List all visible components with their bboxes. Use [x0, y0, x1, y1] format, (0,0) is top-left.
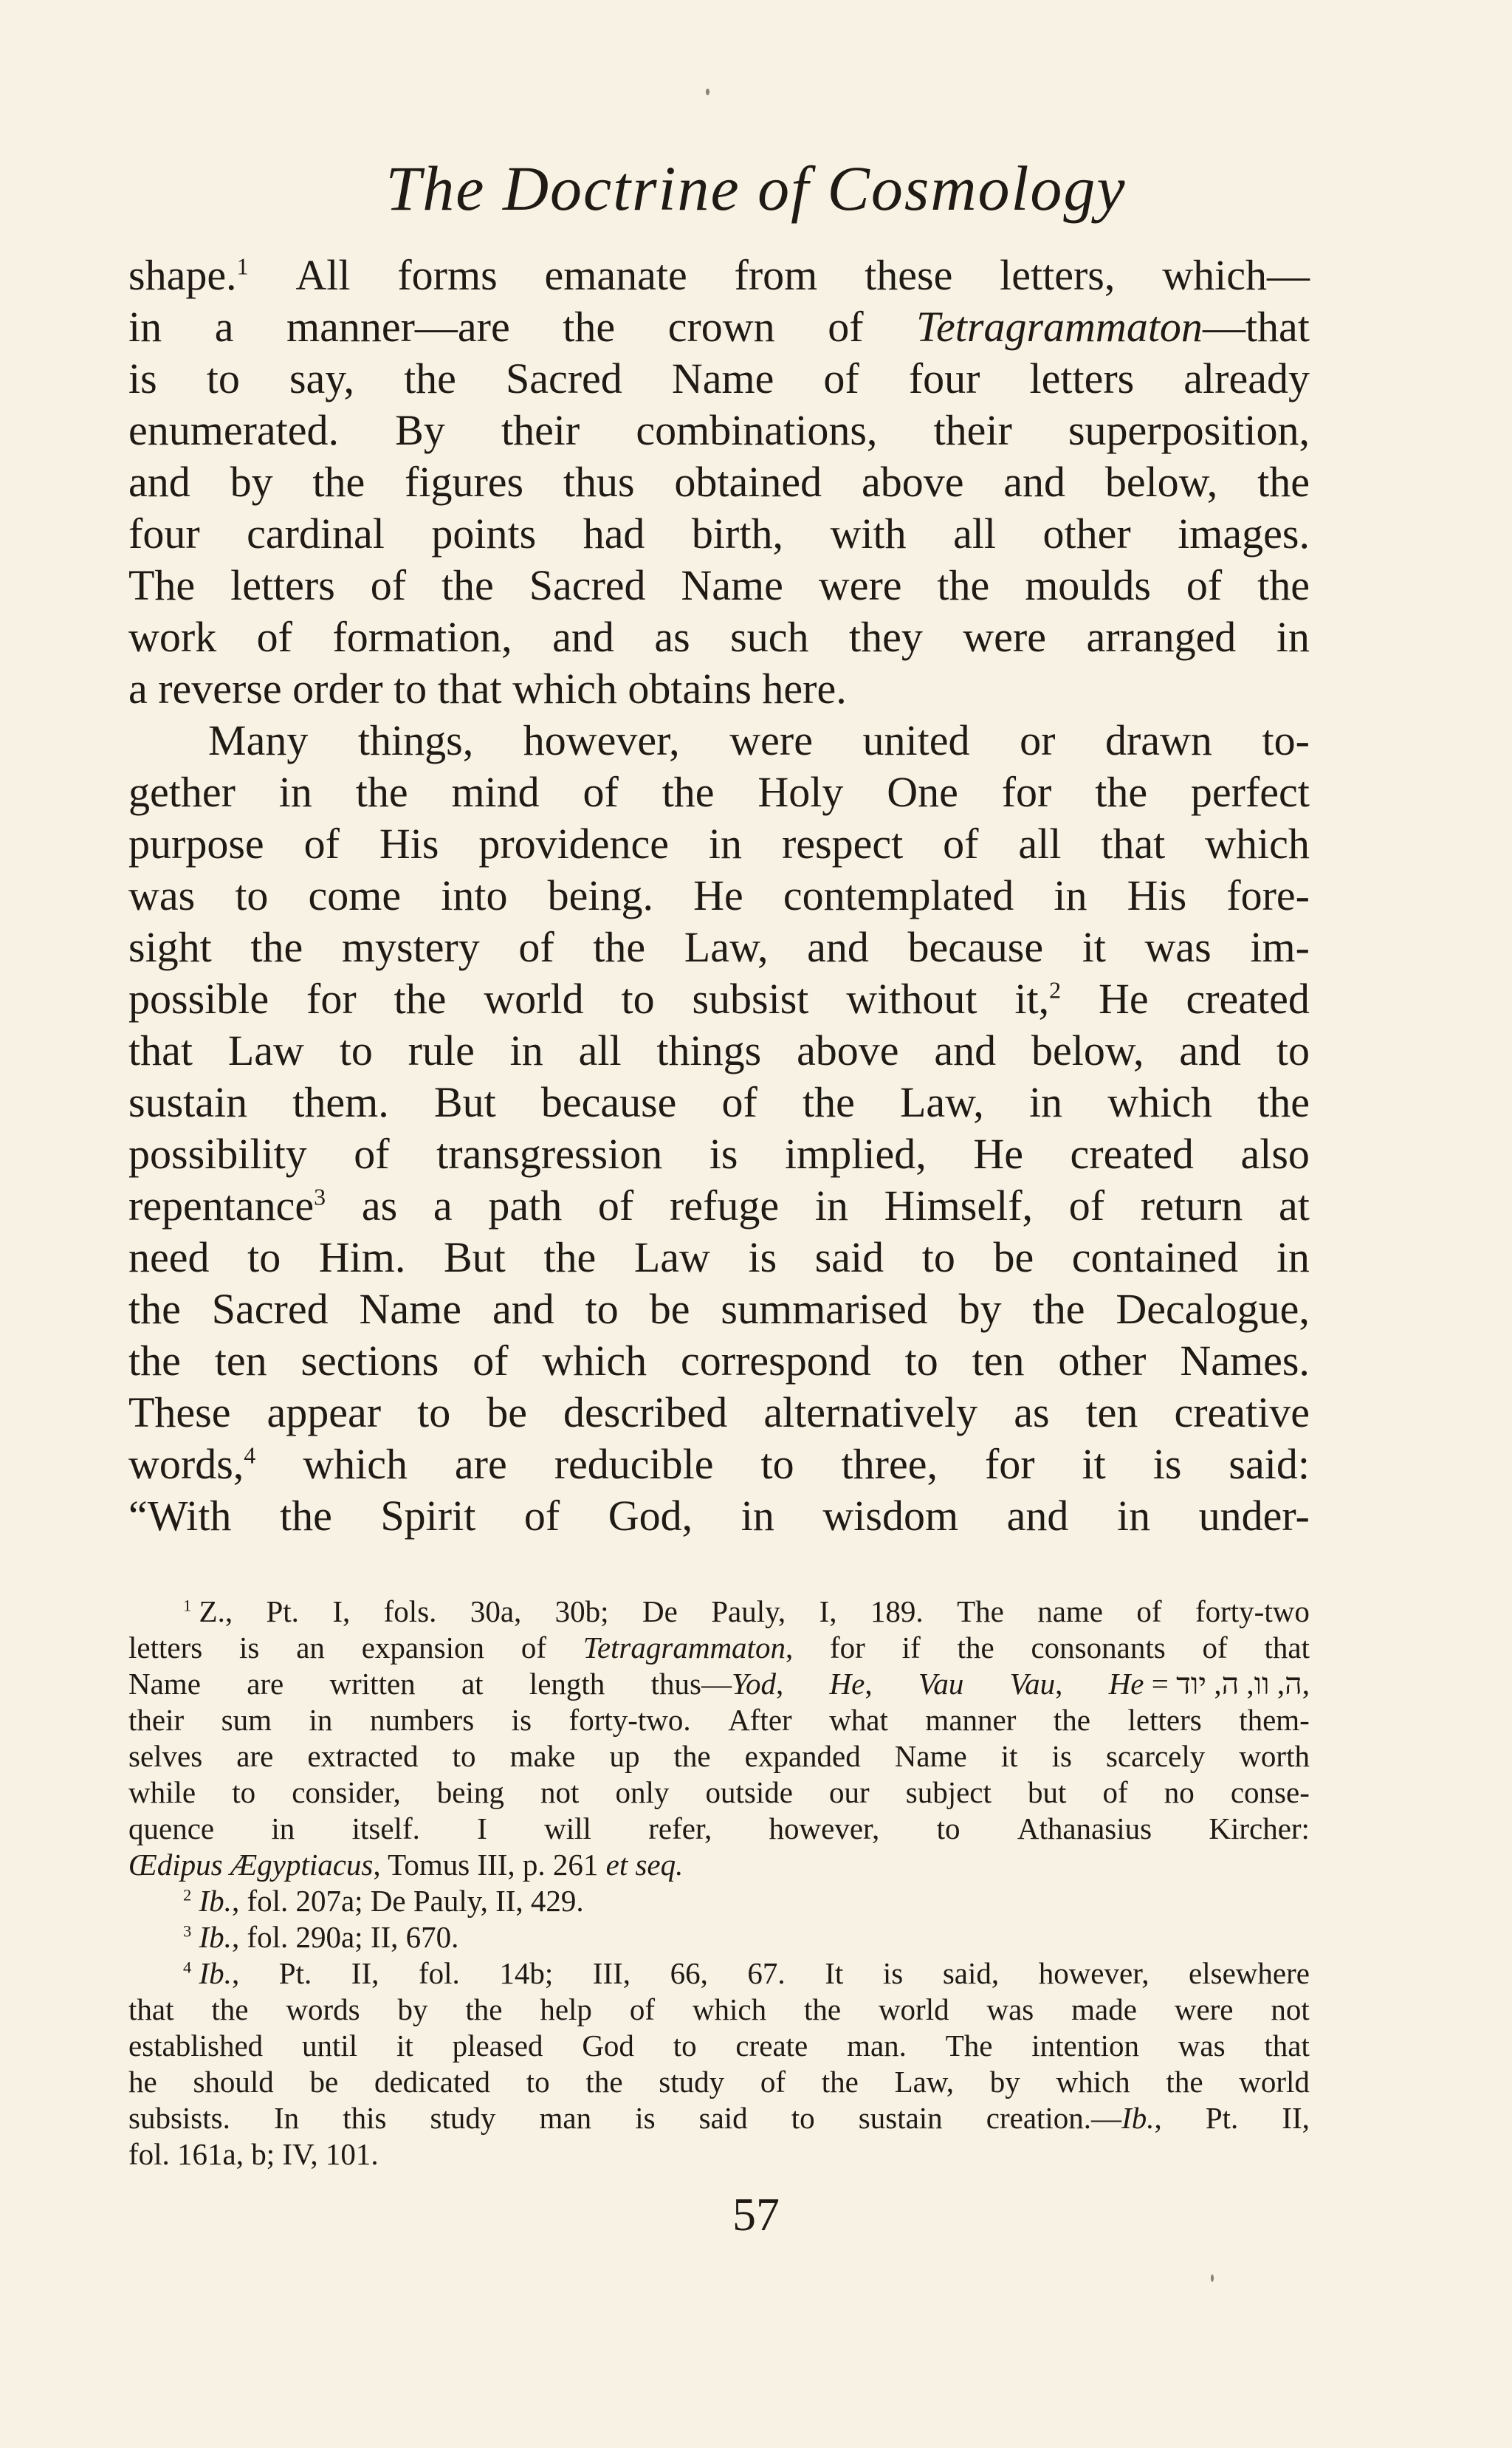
footnote-line: fol. 161a, b; IV, 101.: [128, 2137, 379, 2171]
body-line: Many things, however, were united or drawn to-: [208, 716, 1310, 764]
body-line: enumerated. By their combinations, their superposition,: [128, 406, 1310, 454]
body-line: in a manner—are the crown of Tetragrammaton—that: [128, 303, 1310, 351]
body-line: possibility of transgression is implied, He created also: [128, 1130, 1310, 1178]
footnote-ref-4: 4: [244, 1442, 256, 1469]
body-line: possible for the world to subsist without it,$^2$ He created: [128, 975, 1310, 1023]
footnote-line: while to consider, being not only outside our subject but of no conse-: [128, 1775, 1310, 1809]
footnote-line: established until it pleased God to create man. The intention was that: [128, 2029, 1310, 2063]
footnote-line: he should be dedicated to the study of the Law, by which the world: [128, 2065, 1310, 2099]
footnote-line: that the words by the help of which the world was made were not: [128, 1992, 1310, 2026]
body-line: the ten sections of which correspond to ten other Names.: [128, 1337, 1310, 1385]
footnote-ref-1: 1: [236, 253, 249, 280]
footnote-line: Œdipus Ægyptiacus, Tomus III, p. 261 et seq.: [128, 1848, 684, 1882]
body-line: a reverse order to that which obtains here.: [128, 665, 847, 713]
body-line: shape.$^1$ All forms emanate from these letters, which—: [128, 251, 1310, 299]
body-line: need to Him. But the Law is said to be contained in: [128, 1233, 1310, 1281]
footnote-4: $^4$ Ib., Pt. II, fol. 14b; III, 66, 67. It is said, however, elsewhere: [183, 1956, 1310, 1990]
body-line: and by the figures thus obtained above and below, the: [128, 458, 1310, 506]
footnotes: [128, 1594, 1310, 2173]
body-text: [128, 250, 1310, 1542]
page-number: 57: [732, 2188, 780, 2240]
footnote-line: selves are extracted to make up the expanded Name it is scarcely worth: [128, 1739, 1310, 1773]
body-line: These appear to be described alternatively as ten creative: [128, 1388, 1310, 1436]
footnote-1: $^1$ Z., Pt. I, fols. 30a, 30b; De Pauly, I, 189. The name of forty-two: [183, 1594, 1310, 1628]
footnote-line: letters is an expansion of Tetragrammaton, for if the consonants of that: [128, 1631, 1310, 1664]
body-line: words,$^4$ which are reducible to three, for it is said:: [128, 1440, 1310, 1488]
footnote-line: Name are written at length thus—Yod, He, Vau Vau, He = ה, וו, ה, יוד,: [128, 1667, 1310, 1701]
body-line: sustain them. But because of the Law, in which the: [128, 1078, 1310, 1126]
body-line: was to come into being. He contemplated in His fore-: [128, 871, 1310, 919]
paper-speck: [706, 89, 709, 95]
running-head: The Doctrine of Cosmology: [385, 153, 1127, 224]
body-line: “With the Spirit of God, in wisdom and in under-: [128, 1492, 1310, 1540]
footnote-3: $^3$ Ib., fol. 290a; II, 670.: [183, 1920, 459, 1954]
footnote-line: subsists. In this study man is said to sustain creation.—Ib., Pt. II,: [128, 2101, 1310, 2135]
footnote-ref-2: 2: [1049, 977, 1062, 1004]
body-line: the Sacred Name and to be summarised by the Decalogue,: [128, 1285, 1310, 1333]
body-line: four cardinal points had birth, with all other images.: [128, 510, 1310, 558]
body-line: purpose of His providence in respect of all that which: [128, 820, 1310, 868]
footnote-line: their sum in numbers is forty-two. After what manner the letters them-: [128, 1703, 1310, 1737]
footnote-ref-3: 3: [314, 1184, 326, 1210]
body-line: gether in the mind of the Holy One for the perfect: [128, 768, 1310, 816]
body-line: sight the mystery of the Law, and because it was im-: [128, 923, 1310, 971]
body-line: that Law to rule in all things above and below, and to: [128, 1026, 1310, 1074]
body-line: repentance$^3$ as a path of refuge in Himself, of return at: [128, 1182, 1310, 1230]
body-line: The letters of the Sacred Name were the moulds of the: [128, 561, 1310, 609]
footnote-line: quence in itself. I will refer, however, to Athanasius Kircher:: [128, 1811, 1310, 1845]
paper-speck: [1211, 2274, 1214, 2282]
body-line: is to say, the Sacred Name of four letters already: [128, 354, 1310, 402]
body-line: work of formation, and as such they were arranged in: [128, 613, 1310, 661]
footnote-2: $^2$ Ib., fol. 207a; De Pauly, II, 429.: [183, 1884, 584, 1918]
